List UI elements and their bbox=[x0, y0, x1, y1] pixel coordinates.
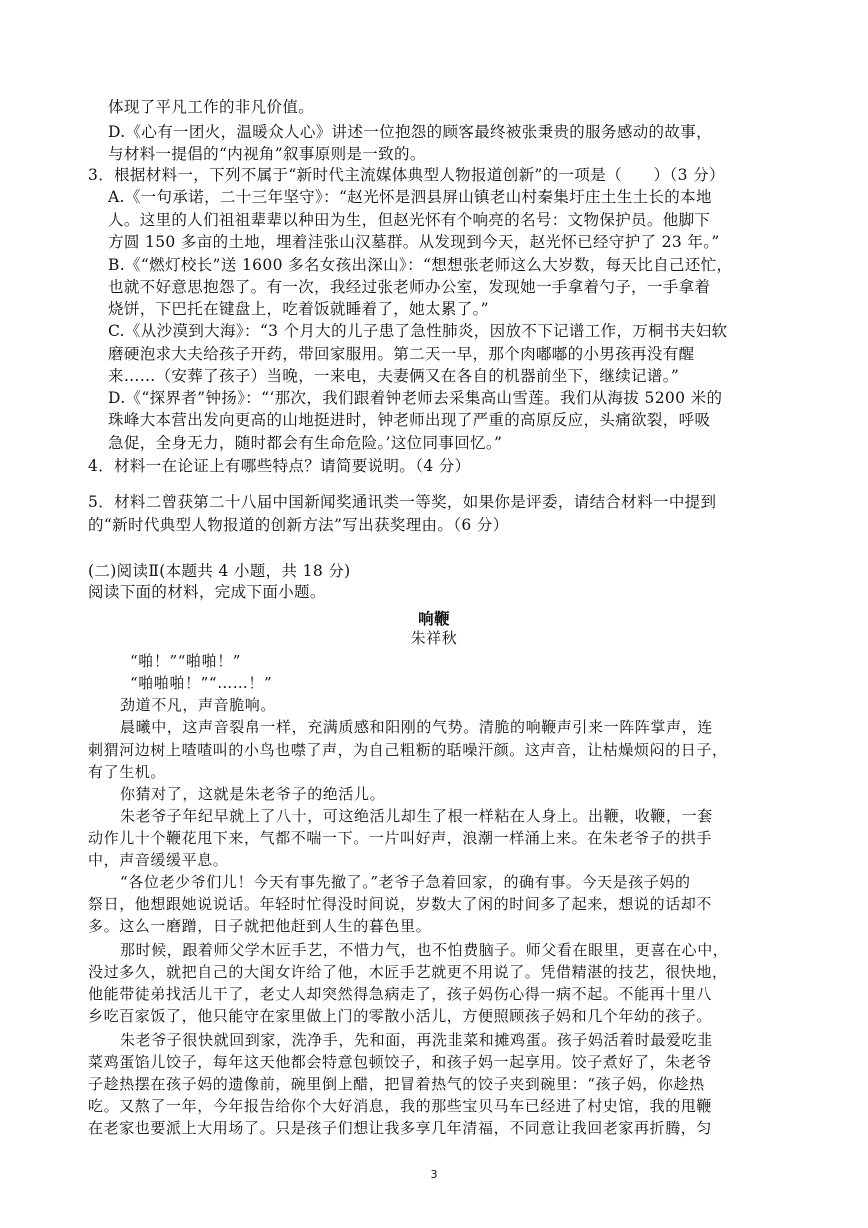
story-paragraph: “啪啪啪！”“……！” bbox=[130, 674, 273, 692]
story-paragraph: 朱老爷子年纪早就上了八十，可这绝活儿却生了根一样粘在人身上。出鞭，收鞭，一套 bbox=[120, 807, 713, 825]
story-paragraph: 你猜对了，这就是朱老爷子的绝活儿。 bbox=[120, 785, 386, 803]
question-3-option-b: 也就不好意思抱怨了。有一次，我经过张老师办公室，发现她一手拿着勺子，一手拿着 bbox=[108, 278, 711, 296]
story-title: 响鞭 bbox=[418, 609, 450, 628]
question-3-option-b: 烧饼，下巴托在键盘上，吃着饭就睡着了，她太累了。” bbox=[108, 300, 489, 318]
story-paragraph: 乡吃百家饭了，他只能守在家里做上门的零散小活儿，方便照顾孩子妈和几个年幼的孩子。 bbox=[88, 1007, 713, 1025]
option-c-end-line: 体现了平凡工作的非凡价值。 bbox=[108, 98, 315, 116]
story-paragraph: 动作儿十个鞭花甩下来，气都不喘一下。一片叫好声，浪潮一样涌上来。在朱老爷子的拱手 bbox=[88, 829, 713, 847]
question-4: 4．材料一在论证上有哪些特点？请简要说明。（4 分） bbox=[88, 457, 471, 475]
story-paragraph: 有了生机。 bbox=[88, 763, 167, 781]
option-d-line: 与材料一提倡的“内视角”叙事原则是一致的。 bbox=[108, 145, 426, 163]
story-paragraph: 在老家也要派上大用场了。只是孩子们想让我多享几年清福，不同意让我回老家再折腾，匀 bbox=[88, 1119, 713, 1137]
option-d-line: D.《心有一团火，温暖众人心》讲述一位抱怨的顾客最终被张秉贵的服务感动的故事， bbox=[108, 123, 712, 141]
story-paragraph: 他能带徒弟找活儿干了，老丈人却突然得急病走了，孩子妈伤心得一病不起。不能再十里八 bbox=[88, 985, 713, 1003]
question-3-option-c: 磨硬泡求大夫给孩子开药，带回家服用。第二天一早，那个肉嘟嘟的小男孩再没有醒 bbox=[108, 345, 695, 363]
story-paragraph: 吃。又熬了一年，今年报告给你个大好消息，我的那些宝贝马车已经进了村史馆，我的甩鞭 bbox=[88, 1097, 713, 1115]
page-number: 3 bbox=[430, 1168, 438, 1181]
story-paragraph: 菜鸡蛋馅儿饺子，每年这天他都会特意包顿饺子，和孩子妈一起享用。饺子煮好了，朱老爷 bbox=[88, 1053, 713, 1071]
story-paragraph: 刺猬河边树上喳喳叫的小鸟也噤了声，为自己粗粝的聒噪汗颜。这声音，让枯燥烦闷的日子， bbox=[88, 741, 728, 759]
question-3-option-d: 急促，全身无力，随时都会有生命危险。’这位同事回忆。” bbox=[108, 434, 503, 452]
story-paragraph: 子趁热摆在孩子妈的遗像前，碗里倒上醋，把冒着热气的饺子夹到碗里：“孩子妈，你趁热 bbox=[88, 1075, 705, 1093]
story-paragraph: 没过多久，就把自己的大闺女许给了他，木匠手艺就更不用说了。凭借精湛的技艺，很快地， bbox=[88, 963, 728, 981]
story-paragraph: 劲道不凡，声音脆响。 bbox=[120, 696, 277, 714]
question-3-option-d: 珠峰大本营出发向更高的山地挺进时，钟老师出现了严重的高原反应，头痛欲裂，呼吸 bbox=[108, 411, 711, 429]
question-3-option-a: 方圆 150 多亩的土地，埋着洼张山汉墓群。从发现到今天，赵光怀已经守护了 23 年。” bbox=[108, 233, 720, 251]
question-3-stem: 3．根据材料一，下列不属于“新时代主流媒体典型人物报道创新”的一项是（ ）（3 分） bbox=[88, 166, 725, 184]
question-3-option-b: B.《“燃灯校长”送 1600 多名女孩出深山》：“想想张老师这么大岁数，每天比自己还忙， bbox=[108, 256, 733, 274]
story-paragraph: 多。这么一磨蹭，日子就把他赶到人生的暮色里。 bbox=[88, 917, 432, 935]
question-3-option-c: C.《从沙漠到大海》：“3 个月大的儿子患了急性肺炎，因放不下记谱工作，万桐书夫妇软 bbox=[108, 322, 728, 340]
story-paragraph: 晨曦中，这声音裂帛一样，充满质感和阳刚的气势。清脆的响鞭声引来一阵阵掌声，连 bbox=[120, 718, 713, 736]
section-heading: (二)阅读Ⅱ(本题共 4 小题，共 18 分) bbox=[88, 562, 351, 580]
story-paragraph: 那时候，跟着师父学木匠手艺，不惜力气，也不怕费脑子。师父看在眼里，更喜在心中， bbox=[120, 941, 729, 959]
story-paragraph: 祭日，他想跟她说说话。年轻时忙得没时间说，岁数大了闲的时间多了起来，想说的话却不 bbox=[88, 895, 713, 913]
story-paragraph: “啪！”“啪啪！” bbox=[130, 652, 242, 670]
question-3-option-a: A.《一句承诺，二十三年坚守》：“赵光怀是泗县屏山镇老山村秦集圩庄土生土长的本地 bbox=[108, 188, 712, 206]
question-3-option-c: 来……（安葬了孩子）当晚，一来电，夫妻俩又在各自的机器前坐下，继续记谱。” bbox=[108, 367, 680, 385]
question-5: 的“新时代典型人物报道的创新方法”写出获奖理由。（6 分） bbox=[88, 516, 509, 534]
story-paragraph: 朱老爷子很快就回到家，洗净手，先和面，再洗韭菜和摊鸡蛋。孩子妈活着时最爱吃韭 bbox=[120, 1031, 713, 1049]
question-5: 5．材料二曾获第二十八届中国新闻奖通讯类一等奖，如果你是评委，请结合材料一中提到 bbox=[88, 493, 717, 511]
section-instruction: 阅读下面的材料，完成下面小题。 bbox=[88, 583, 326, 601]
story-paragraph: 中，声音缓缓平息。 bbox=[88, 851, 229, 869]
story-author: 朱祥秋 bbox=[410, 629, 458, 647]
story-paragraph: “各位老少爷们儿！今天有事先撤了。”老爷子急着回家，的确有事。今天是孩子妈的 bbox=[120, 873, 691, 891]
question-3-option-d: D.《“探界者”钟扬》：“‘那次，我们跟着钟老师去采集高山雪莲。我们从海拔 5200 米的 bbox=[108, 389, 723, 407]
question-3-option-a: 人。这里的人们祖祖辈辈以种田为生，但赵光怀有个响亮的名号：文物保护员。他脚下 bbox=[108, 211, 711, 229]
